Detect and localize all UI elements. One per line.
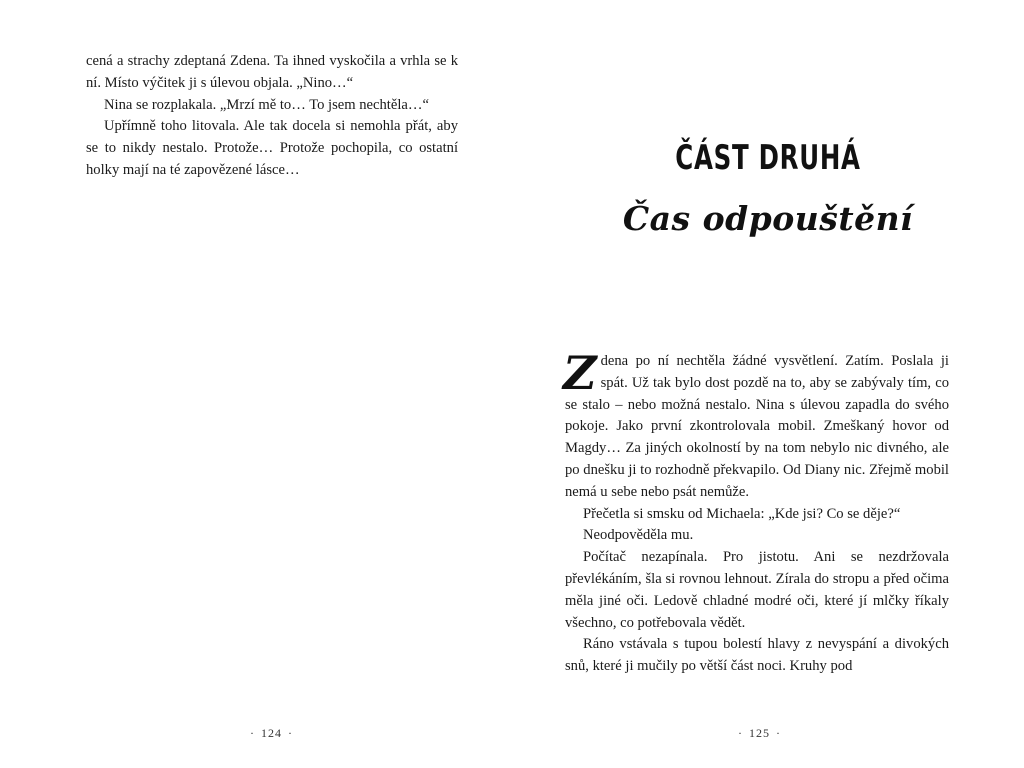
folio-dot-left: · bbox=[250, 726, 255, 740]
right-paragraph-1-text: dena po ní nechtěla žádné vysvětlení. Zatím. Poslala ji spát. Už tak bylo dost pozdě na to, aby se zabývaly tím, co se stalo – nebo možná nestalo. Nina s úlevou zapadla do svého pokoje. Jako první zkontrolovala mobil. Zmeškaný hovor od Magdy… Za jiných okolností by na tom nebylo nic divného, ale po dnešku ji to rozhodně překvapilo. Od Diany nic. Zřejmě mobil nemá u sebe nebo psát nemůže. bbox=[565, 353, 949, 500]
folio-dot-left: · bbox=[738, 726, 743, 740]
part-title: ČÁST DRUHÁ bbox=[675, 138, 861, 178]
left-paragraph-3: Upřímně toho litovala. Ale tak docela si nemohla přát, aby se to nikdy nestalo. Protože… Protože pochopila, co ostatní holky mají na té zapovězené lásce… bbox=[86, 118, 458, 178]
right-page-number bbox=[732, 726, 787, 741]
left-paragraph-2: Nina se rozplakala. „Mrzí mě to… To jsem nechtěla…“ bbox=[104, 96, 429, 113]
left-page-number-value: 124 bbox=[261, 726, 282, 740]
right-page bbox=[512, 0, 1024, 768]
right-page-number-value: 125 bbox=[749, 726, 770, 740]
left-paragraph-1: cená a strachy zdeptaná Zdena. Ta ihned vyskočila a vrhla se k ní. Místo výčitek ji s úlevou objala. „Nino…“ bbox=[86, 53, 458, 91]
right-paragraph-4: Počítač nezapínala. Pro jistotu. Ani se nezdržovala převlékáním, šla si rovnou lehnout. Zírala do stropu a před očima měla jiné oči. Ledově chladné modré oči, které jí mlčky říkaly všechno, co potřebovala vědět. bbox=[565, 549, 949, 631]
right-paragraph-5: Ráno vstávala s tupou bolestí hlavy z nevyspání a divokých snů, které ji mučily po větší část noci. Kruhy pod bbox=[565, 636, 949, 675]
part-subtitle: Čas odpouštění bbox=[622, 199, 914, 238]
right-paragraph-1 bbox=[563, 346, 949, 504]
left-page-body bbox=[86, 51, 458, 182]
folio-dot-right: · bbox=[288, 726, 293, 740]
folio-dot-right: · bbox=[776, 726, 781, 740]
right-paragraph-3: Neodpověděla mu. bbox=[583, 527, 694, 544]
left-page-number bbox=[244, 726, 299, 741]
drop-cap: Z bbox=[563, 346, 597, 400]
right-page-body bbox=[563, 346, 949, 678]
right-paragraph-2: Přečetla si smsku od Michaela: „Kde jsi? Co se děje?“ bbox=[583, 505, 901, 522]
